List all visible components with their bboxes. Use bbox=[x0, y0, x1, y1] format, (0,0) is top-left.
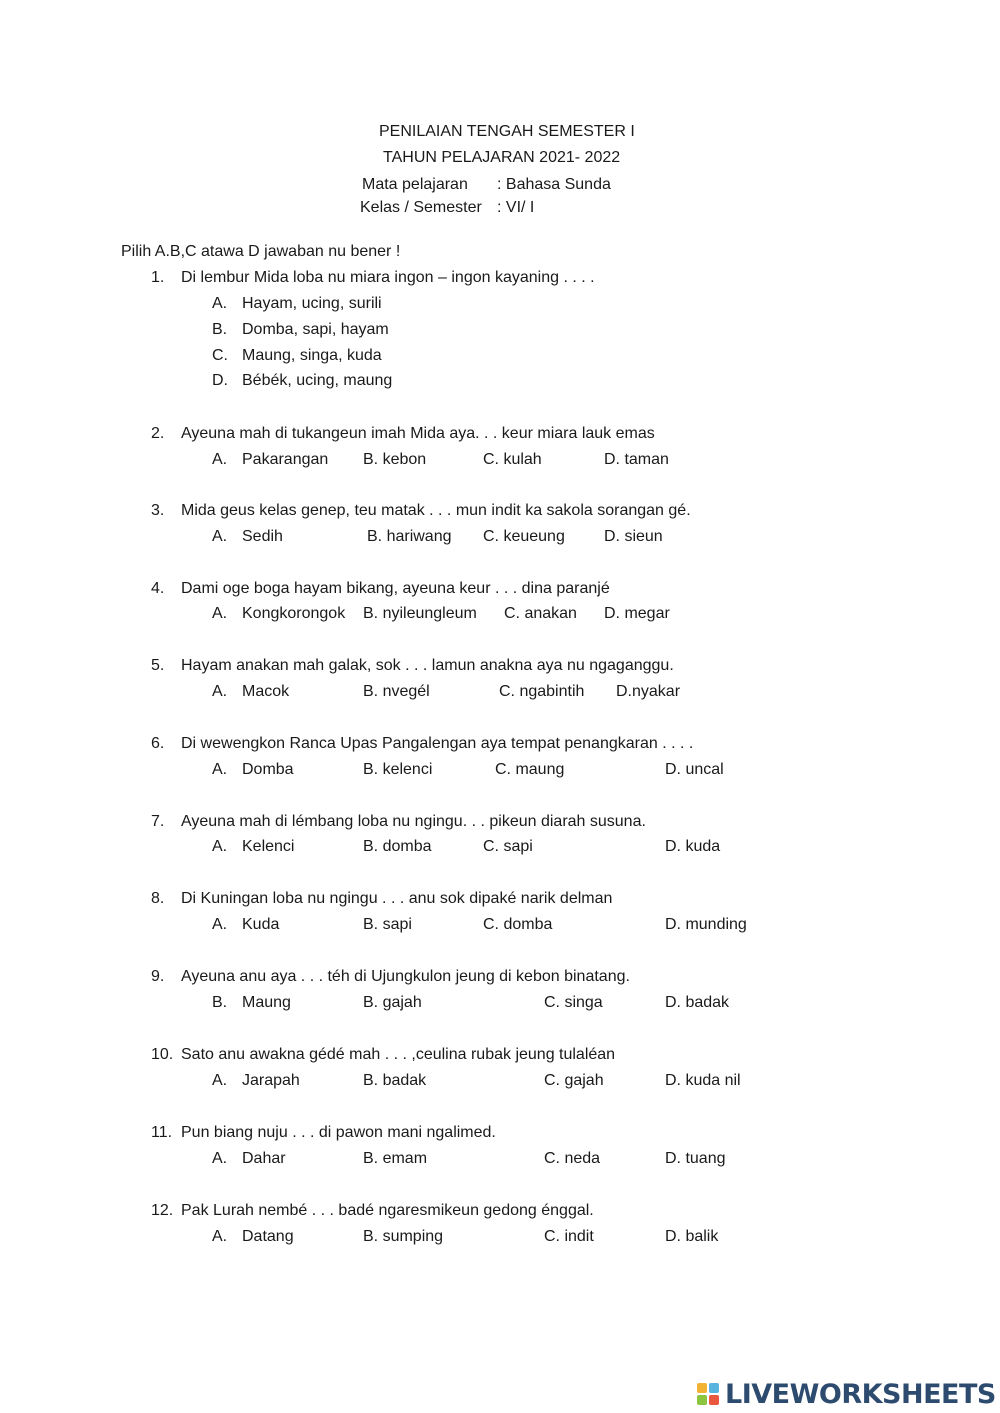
question-number: 5. bbox=[151, 657, 165, 674]
question-number: 6. bbox=[151, 735, 165, 752]
option-text: Hayam, ucing, surili bbox=[242, 295, 382, 312]
option-b: B. nvegél bbox=[363, 683, 430, 700]
option-b: B. badak bbox=[363, 1072, 427, 1089]
option-letter: A. bbox=[212, 451, 228, 468]
option-b: B. domba bbox=[363, 838, 432, 855]
option-b: B. gajah bbox=[363, 994, 422, 1011]
option-letter: A. bbox=[212, 605, 228, 622]
question-number: 10. bbox=[151, 1046, 174, 1063]
option-b: B. sumping bbox=[363, 1228, 444, 1245]
option-text: Maung, singa, kuda bbox=[242, 347, 382, 364]
option-text: Kongkorongok bbox=[242, 605, 346, 622]
question-text: Di lembur Mida loba nu miara ingon – ingon kayaning . . . . bbox=[181, 269, 595, 286]
option-b: B. hariwang bbox=[367, 528, 452, 545]
question-text: Ayeuna mah di tukangeun imah Mida aya. . . keur miara lauk emas bbox=[181, 425, 655, 442]
option-text: Maung bbox=[242, 994, 291, 1011]
option-d: D. taman bbox=[604, 451, 669, 468]
option-c: C. anakan bbox=[504, 605, 577, 622]
question-text: Dami oge boga hayam bikang, ayeuna keur . . . dina paranjé bbox=[181, 580, 610, 597]
question-text: Sato anu awakna gédé mah . . . ,ceulina rubak jeung tulaléan bbox=[181, 1046, 616, 1063]
option-text: Macok bbox=[242, 683, 290, 700]
question-text: Mida geus kelas genep, teu matak . . . mun indit ka sakola sorangan gé. bbox=[181, 502, 691, 519]
question-number: 4. bbox=[151, 580, 165, 597]
option-b: B. nyileungleum bbox=[363, 605, 477, 622]
question-text: Di Kuningan loba nu ngingu . . . anu sok dipaké narik delman bbox=[181, 890, 613, 907]
question-number: 1. bbox=[151, 269, 165, 286]
logo-square bbox=[709, 1383, 719, 1393]
option-text: Dahar bbox=[242, 1150, 286, 1167]
option-letter: B. bbox=[212, 994, 228, 1011]
liveworksheets-logo bbox=[697, 1378, 996, 1410]
option-letter: C. bbox=[212, 347, 228, 364]
logo-square bbox=[697, 1383, 707, 1393]
option-d: D. tuang bbox=[665, 1150, 726, 1167]
option-text: Kuda bbox=[242, 916, 280, 933]
option-text: Jarapah bbox=[242, 1072, 300, 1089]
option-letter: A. bbox=[212, 1228, 228, 1245]
title-line-2: TAHUN PELAJARAN 2021- 2022 bbox=[383, 149, 621, 166]
logo-mark-icon bbox=[697, 1383, 719, 1405]
subject-value: : Bahasa Sunda bbox=[497, 176, 611, 193]
question-number: 3. bbox=[151, 502, 165, 519]
option-c: C. gajah bbox=[544, 1072, 604, 1089]
option-d: D. badak bbox=[665, 994, 730, 1011]
question-text: Di wewengkon Ranca Upas Pangalengan aya tempat penangkaran . . . . bbox=[181, 735, 694, 752]
question-text: Hayam anakan mah galak, sok . . . lamun anakna aya nu ngaganggu. bbox=[181, 657, 674, 674]
question-number: 9. bbox=[151, 968, 165, 985]
option-c: C. singa bbox=[544, 994, 603, 1011]
option-d: D. megar bbox=[604, 605, 670, 622]
option-c: C. ngabintih bbox=[499, 683, 585, 700]
option-text: Bébék, ucing, maung bbox=[242, 372, 393, 389]
option-letter: A. bbox=[212, 1072, 228, 1089]
question-text: Ayeuna anu aya . . . téh di Ujungkulon jeung di kebon binatang. bbox=[181, 968, 630, 985]
question-number: 8. bbox=[151, 890, 165, 907]
option-letter: A. bbox=[212, 295, 228, 312]
option-c: C. sapi bbox=[483, 838, 533, 855]
option-b: B. kelenci bbox=[363, 761, 433, 778]
option-c: C. domba bbox=[483, 916, 553, 933]
option-letter: A. bbox=[212, 761, 228, 778]
option-b: B. emam bbox=[363, 1150, 428, 1167]
option-text: Kelenci bbox=[242, 838, 295, 855]
question-number: 7. bbox=[151, 813, 165, 830]
option-d: D. munding bbox=[665, 916, 747, 933]
class-label: Kelas / Semester bbox=[360, 199, 482, 216]
option-text: Domba bbox=[242, 761, 294, 778]
question-text: Pun biang nuju . . . di pawon mani ngalimed. bbox=[181, 1124, 496, 1141]
option-c: C. keueung bbox=[483, 528, 565, 545]
option-letter: A. bbox=[212, 916, 228, 933]
class-value: : VI/ I bbox=[497, 199, 535, 216]
option-b: B. sapi bbox=[363, 916, 412, 933]
option-d: D. balik bbox=[665, 1228, 719, 1245]
option-letter: A. bbox=[212, 1150, 228, 1167]
option-letter: A. bbox=[212, 838, 228, 855]
option-d: D. kuda nil bbox=[665, 1072, 741, 1089]
option-letter: B. bbox=[212, 321, 228, 338]
question-number: 11. bbox=[151, 1124, 173, 1141]
option-text: Sedih bbox=[242, 528, 283, 545]
option-letter: A. bbox=[212, 528, 228, 545]
option-c: C. indit bbox=[544, 1228, 594, 1245]
option-d: D. kuda bbox=[665, 838, 721, 855]
option-text: Domba, sapi, hayam bbox=[242, 321, 389, 338]
question-number: 12. bbox=[151, 1202, 174, 1219]
option-b: B. kebon bbox=[363, 451, 427, 468]
option-text: Pakarangan bbox=[242, 451, 329, 468]
instruction: Pilih A.B,C atawa D jawaban nu bener ! bbox=[121, 243, 401, 260]
option-letter: D. bbox=[212, 372, 228, 389]
option-d: D. uncal bbox=[665, 761, 724, 778]
subject-label: Mata pelajaran bbox=[362, 176, 468, 193]
option-c: C. kulah bbox=[483, 451, 542, 468]
option-c: C. neda bbox=[544, 1150, 601, 1167]
title-line-1: PENILAIAN TENGAH SEMESTER I bbox=[379, 123, 635, 140]
logo-square bbox=[697, 1395, 707, 1405]
option-text: Datang bbox=[242, 1228, 294, 1245]
option-d: D.nyakar bbox=[616, 683, 681, 700]
option-c: C. maung bbox=[495, 761, 565, 778]
logo-text: LIVEWORKSHEETS bbox=[725, 1378, 996, 1410]
question-text: Ayeuna mah di lémbang loba nu ngingu. . . pikeun diarah susuna. bbox=[181, 813, 646, 830]
option-letter: A. bbox=[212, 683, 228, 700]
logo-square bbox=[709, 1395, 719, 1405]
question-text: Pak Lurah nembé . . . badé ngaresmikeun gedong énggal. bbox=[181, 1202, 594, 1219]
question-number: 2. bbox=[151, 425, 165, 442]
option-d: D. sieun bbox=[604, 528, 663, 545]
